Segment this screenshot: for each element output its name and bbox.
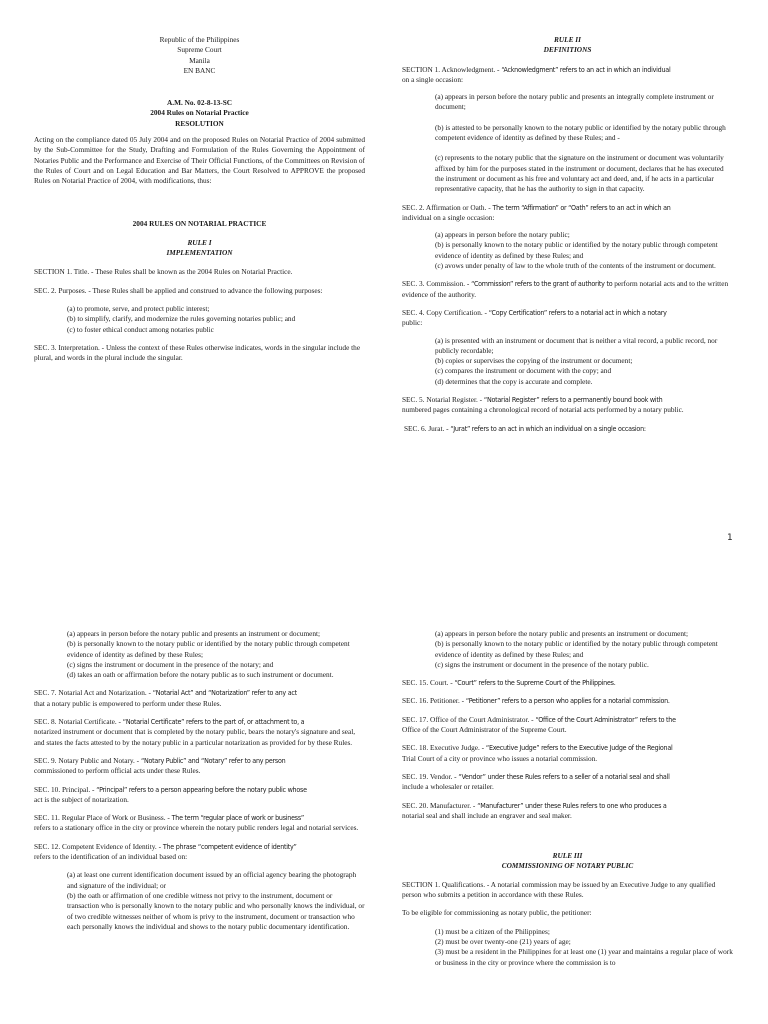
definition-text: notarized instrument or document that is completed by the notary public, bears the notary's signature and seal, and states the facts attested to by the notary public in a particular notarization as provided for by these Rules. xyxy=(34,727,356,747)
definition-competent-evidence: SEC. 12. Competent Evidence of Identity. - The phrase “competent evidence of identity” xyxy=(34,841,297,851)
list-item: (a) appears in person before the notary public; xyxy=(435,230,570,240)
rule-3-title: RULE III xyxy=(552,851,583,861)
court-header xyxy=(34,35,365,76)
definition-notarial-certificate: SEC. 8. Notarial Certificate. - “Notarial Certificate” refers to the part of, or attachment to, a xyxy=(34,717,305,727)
rule-2-subtitle: DEFINITIONS xyxy=(543,45,592,55)
header-line: EN BANC xyxy=(183,65,216,75)
page1-right-column xyxy=(402,35,733,434)
list-item: (b) to simplify, clarify, and modernize the rules governing notaries public; and xyxy=(67,314,296,324)
page1-left-column xyxy=(34,35,365,364)
page2-right-column xyxy=(402,629,733,968)
definition-affirmation-oath: SEC. 2. Affirmation or Oath. - The term “Affirmation” or “Oath” refers to an act in which an xyxy=(402,202,671,212)
definition-principal: SEC. 10. Principal. - “Principal” refers to a person appearing before the notary public whose xyxy=(34,784,307,794)
definition-text: include a wholesaler or retailer. xyxy=(402,782,494,792)
resolution-heading: RESOLUTION xyxy=(175,118,224,128)
definition-regular-place: SEC. 11. Regular Place of Work or Business. - The term “regular place of work or business” xyxy=(34,813,304,823)
signature-witnessing-items xyxy=(402,629,733,670)
page-number: 1 xyxy=(727,533,733,543)
rule1-section-1: SECTION 1. Title. - These Rules shall be known as the 2004 Rules on Notarial Practice. xyxy=(34,267,293,277)
main-title: 2004 RULES ON NOTARIAL PRACTICE xyxy=(132,218,267,228)
rule-2-title: RULE II xyxy=(554,35,581,44)
definition-notary-public: SEC. 9. Notary Public and Notary. - “Notary Public” and “Notary” refer to any person xyxy=(34,755,286,765)
rule1-section-2: SEC. 2. Purposes. - These Rules shall be applied and construed to advance the following purposes: xyxy=(34,285,323,295)
jurat-items xyxy=(34,629,365,680)
header-line: Republic of the Philippines xyxy=(159,35,240,44)
resolution-intro: Acting on the compliance dated 05 July 2004 and on the proposed Rules on Notarial Practice of 2004 submitted by the Sub-Committee for the Study, Drafting and Formulation of the Rules Governing the Appointment of Notaries Public and the Performance and Exercise of Their Official Functions, of the Committees on Revision of the Rules of Court and on Legal Education and Bar Matters, the Court Resolved to APPROVE the proposed Rules on Notarial Practice of 2004, with modifications, thus: xyxy=(34,135,365,186)
definition-manufacturer: SEC. 20. Manufacturer. - “Manufacturer” under these Rules refers to one who produces a xyxy=(402,800,667,810)
definition-text: refers to a stationary office in the city or province wherein the notary public renders legal and notarial services. xyxy=(34,823,359,833)
rule-1-title: RULE I xyxy=(187,237,212,247)
list-item: (a) appears in person before the notary public and presents an instrument or document; xyxy=(435,629,689,638)
eligibility-intro: To be eligible for commissioning as notary public, the petitioner: xyxy=(402,908,592,918)
list-item: (b) is personally known to the notary public or identified by the notary public through competent evidence of identity as defined by these Rules; and xyxy=(435,240,718,260)
list-item: (2) must be over twenty-one (21) years of age; xyxy=(435,936,571,946)
list-item: (c) signs the instrument or document in the presence of the notary; and xyxy=(67,659,274,669)
list-item: (b) copies or supervises the copying of the instrument or document; xyxy=(435,356,633,366)
list-item: (d) determines that the copy is accurate and complete. xyxy=(435,376,593,386)
list-item: (a) appears in person before the notary public and presents an instrument or document; xyxy=(67,629,321,638)
list-item: (1) must be a citizen of the Philippines; xyxy=(435,926,550,936)
list-item: (b) is attested to be personally known to the notary public or identified by the notary public through competent evidence of identity as defined by these Rules; and - xyxy=(435,122,726,143)
rule3-section-1: SECTION 1. Qualifications. - A notarial commission may be issued by an Executive Judge to any qualified person who submits a petition in accordance with these Rules. xyxy=(402,879,716,900)
qualification-items xyxy=(402,927,733,968)
definition-commission: SEC. 3. Commission. - “Commission” refers to the grant of authority to perform notarial acts and to the written evidence of the authority. xyxy=(402,279,729,299)
list-item: (a) to promote, serve, and protect public interest; xyxy=(67,304,210,314)
definition-petitioner: SEC. 16. Petitioner. - “Petitioner” refers to a person who applies for a notarial commission. xyxy=(402,696,670,706)
list-item: (c) represents to the notary public that the signature on the instrument or document was voluntarily affixed by him for the purposes stated in the instrument or document, declares that he has executed the instrument or document as his free and voluntary act and deed, and, if he acts in a particular representative capacity, that he has the authority to sign in that capacity. xyxy=(435,153,724,194)
definition-jurat: SEC. 6. Jurat. - “Jurat” refers to an act in which an individual on a single occasion: xyxy=(404,423,646,433)
definition-notarial-register: SEC. 5. Notarial Register. - “Notarial Register” refers to a permanently bound book with xyxy=(402,395,663,405)
definition-text: individual on a single occasion: xyxy=(402,212,495,222)
evidence-items xyxy=(34,870,365,932)
definition-vendor: SEC. 19. Vendor. - “Vendor” under these Rules refers to a seller of a notarial seal and shall xyxy=(402,771,670,781)
definition-acknowledgment: SECTION 1. Acknowledgment. - “Acknowledgment” refers to an act in which an individual xyxy=(402,64,671,74)
copy-certification-items xyxy=(402,336,733,387)
list-item: (3) must be a resident in the Philippines for at least one (1) year and maintains a regular place of work or business in the city or province where the commission is to xyxy=(435,947,733,967)
definition-copy-certification: SEC. 4. Copy Certification. - “Copy Certification” refers to a notarial act in which a notary xyxy=(402,307,667,317)
list-item: (c) compares the instrument or document with the copy; and xyxy=(435,366,612,376)
definition-text: commissioned to perform official acts under these Rules. xyxy=(34,766,201,776)
definition-text: refers to the identification of an individual based on: xyxy=(34,852,188,862)
list-item: (b) the oath or affirmation of one credible witness not privy to the instrument, document or transaction who is personally known to the notary public and who personally knows the individual, or of two credible witnesses neither of whom is privy to the instrument, document or transaction who each personally knows the individual and shows to the notary public documentary identification. xyxy=(67,890,365,931)
definition-court-administrator: SEC. 17. Office of the Court Administrator. - “Office of the Court Administrator” refers to the xyxy=(402,714,676,724)
list-item: (d) takes an oath or affirmation before the notary public as to such instrument or document. xyxy=(67,670,334,680)
rules-title: 2004 Rules on Notarial Practice xyxy=(150,108,249,118)
definition-text: Trial Court of a city or province who issues a notarial commission. xyxy=(402,753,598,763)
definition-text: public: xyxy=(402,318,423,328)
document-page-2 xyxy=(0,608,768,1024)
page2-left-column xyxy=(34,629,365,932)
oath-items xyxy=(402,230,733,271)
rule1-section-3: SEC. 3. Interpretation. - Unless the context of these Rules otherwise indicates, words in the singular include the plural, and words in the plural include the singular. xyxy=(34,342,361,363)
definition-text: Office of the Court Administrator of the Supreme Court. xyxy=(402,725,567,735)
definition-text: on a single occasion: xyxy=(402,74,463,84)
list-item: (b) is personally known to the notary public or identified by the notary public through competent evidence of identity as defined by these Rules; xyxy=(67,639,350,659)
list-item: (c) signs the instrument or document in the presence of the notary public. xyxy=(435,659,649,669)
definition-text: numbered pages containing a chronological record of notarial acts performed by a notary public. xyxy=(402,405,684,415)
rule-3-subtitle: COMMISSIONING OF NOTARY PUBLIC xyxy=(501,861,634,871)
list-item: (a) appears in person before the notary public and presents an integrally complete instrument or document; xyxy=(435,92,714,112)
definition-court: SEC. 15. Court. - “Court” refers to the Supreme Court of the Philippines. xyxy=(402,678,616,688)
definition-text: notarial seal and shall include an engraver and seal maker. xyxy=(402,810,572,820)
acknowledgment-items xyxy=(402,92,733,194)
list-item: (a) is presented with an instrument or document that is neither a vital record, a public record, nor publicly recordable; xyxy=(435,335,718,355)
header-line: Supreme Court xyxy=(177,45,222,55)
definition-text: that a notary public is empowered to perform under these Rules. xyxy=(34,698,222,708)
purposes-list xyxy=(34,304,365,335)
list-item: (b) is personally known to the notary public or identified by the notary public through competent evidence of identity as defined by these Rules; and xyxy=(435,639,718,659)
definition-text: act is the subject of notarization. xyxy=(34,794,129,804)
definition-notarial-act: SEC. 7. Notarial Act and Notarization. - “Notarial Act” and “Notarization” refer to any act xyxy=(34,688,297,698)
list-item: (c) to foster ethical conduct among notaries public xyxy=(67,324,214,334)
list-item: (c) avows under penalty of law to the whole truth of the contents of the instrument or document. xyxy=(435,261,716,271)
header-line: Manila xyxy=(189,55,210,65)
definition-executive-judge: SEC. 18. Executive Judge. - “Executive Judge” refers to the Executive Judge of the Regional xyxy=(402,743,673,753)
rule-1-subtitle: IMPLEMENTATION xyxy=(166,248,233,258)
list-item: (a) at least one current identification document issued by an official agency bearing the photograph and signature of the individual; or xyxy=(67,870,357,890)
am-number: A.M. No. 02-8-13-SC xyxy=(166,98,233,108)
